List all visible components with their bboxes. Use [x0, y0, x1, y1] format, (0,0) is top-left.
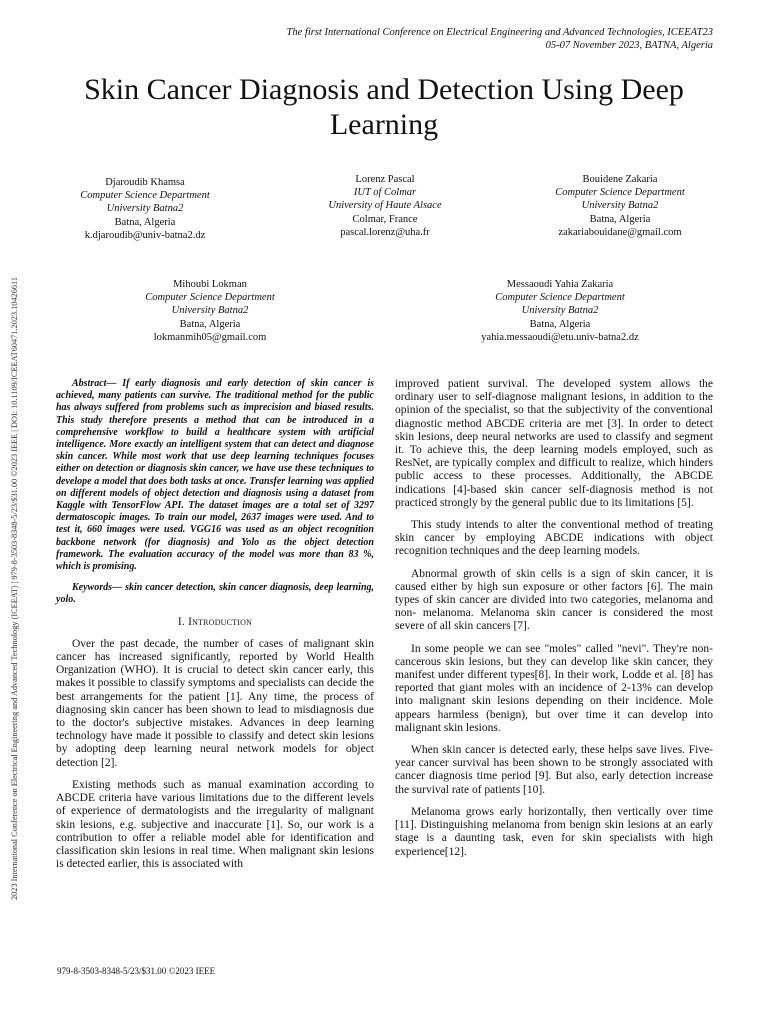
author-email: zakariabouidane@gmail.com [558, 226, 682, 238]
doi-text: 2023 International Conference on Electrical Engineering and Advanced Technology (ICEEAT) | 979-8-3503-8348-5/23/$31.00 ©2023 IEEE | DOI: 10.1109/ICEEAT60471.2023.10426611 [10, 276, 19, 900]
author-block-2 [290, 173, 480, 239]
body-paragraph: Over the past decade, the number of cases of malignant skin cancer has increased significantly, reported by World Health Organization (WHO). It is crucial to detect skin cancer early, this makes it possible to classify symptoms and specialists can decide the best arrangements for the patient [1]. Any time, the process of diagnosing skin cancer has been shown to lead to misdiagnosis due to the doctor's subjective mistakes. Advances in deep learning technology have made it possible to classify and detect skin lesions by adopting deep learning neural network models for object detection [2]. [56, 637, 374, 769]
author-univ: University Batna2 [581, 200, 659, 212]
author-name: Mihoubi Lokman [173, 279, 247, 290]
left-column [56, 378, 374, 880]
author-email: yahia.messaoudi@etu.univ-batna2.dz [481, 331, 639, 343]
author-dept: Computer Science Department [555, 187, 685, 199]
author-block-5 [450, 278, 670, 344]
body-paragraph: In some people we can see "moles" called "nevi". They're non-cancerous skin lesions, but they can develop like skin cancer, they manifest under different types[8]. In their work, Lodde et al. [8] has reported that giant moles with an incidence of 2-13% can develop into malignant skin lesions depending on their incidence. Mole appears harmless (benign), but over time it can develop into malignant skin lesions. [395, 642, 713, 734]
conference-header [153, 27, 713, 52]
author-location: Batna, Algeria [179, 318, 241, 330]
body-paragraph: Abnormal growth of skin cells is a sign of skin cancer, it is caused either by high sun exposure or other factors [6]. The main types of skin cancer are divided into two categories, melanoma and non- melanoma. Melanoma skin cancer is considered the most severe of all skin cancers [7]. [395, 567, 713, 633]
author-name: Djaroudib Khamsa [105, 177, 185, 188]
author-dept: IUT of Colmar [353, 187, 417, 199]
conference-name: The first International Conference on Electrical Engineering and Advanced Technologies, ICEEAT23 [286, 27, 713, 38]
author-univ: University Batna2 [521, 305, 599, 317]
author-name: Lorenz Pascal [355, 174, 415, 185]
author-email: lokmanmih05@gmail.com [153, 331, 267, 343]
body-paragraph: When skin cancer is detected early, these helps save lives. Five-year cancer survival has been shown to be strongly associated with cancer diagnosis time period [9]. But also, early detection increase the survival rate of patients [10]. [395, 744, 713, 796]
abstract-text: Abstract— If early diagnosis and early detection of skin cancer is achieved, many patients can survive. The traditional method for the public has always suffered from problems such as imprecision and biased results. This study therefore presents a method that can be introduced in a comprehensive workflow to build a healthcare system with artificial intelligence. More exactly an intelligent system that can detect and diagnose skin cancer. While most work that use deep learning techniques focuses either on detection or diagnosis skin cancer, we have use these techniques to develope a model that does both tasks at once. Transfer learning was applied on different models of object detection and diagnosis using a dataset from Kaggle with TensorFlow API. The dataset images are a total set of 3297 dermatoscopic images. To train our model, 2637 images were used. And to test it, 660 images were used. VGG16 was used as an object recognition backbone network (for diagnosis) and Yolo as the object detection framework. The evaluation accuracy of the model was more than 83 %, which is promising. [56, 378, 374, 573]
author-name: Messaoudi Yahia Zakaria [506, 279, 614, 290]
author-dept: Computer Science Department [145, 292, 275, 304]
body-paragraph: Existing methods such as manual examination according to ABCDE criteria have various limitations due to the different levels of experience of dermatologists and the irregularity of malignant skin lesions, e.g. subjective and inaccurate [1]. So, our work is a contribution to offer a reliable model able for identification and classification skin lesions in real time. When malignant skin lesions is detected earlier, this is associated with [56, 778, 374, 871]
author-location: Batna, Algeria [529, 318, 591, 330]
body-paragraph: improved patient survival. The developed system allows the ordinary user to self-diagnose malignant lesions, in addition to the opinion of the specialist, so that the subjectivity of the conventional diagnostic method ABCDE criteria are met [3]. In order to detect skin lesions, deep neural networks are used to classify and segment it. To achieve this, the deep learning models employed, such as ResNet, are typically complex and difficult to realize, which hinders public access to these processes. Additionally, the ABCDE indications [4]-based skin cancer self-diagnosis method is not practiced strongly by the general public due to its limitations [5]. [395, 378, 713, 509]
body-paragraph: Melanoma grows early horizontally, then vertically over time [11]. Distinguishing melanoma from benign skin lesions at an early stage is a daunting task, even for skin specialists with high experience[12]. [395, 805, 713, 858]
copyright-footer: 979-8-3503-8348-5/23/$31.00 ©2023 IEEE [57, 966, 216, 976]
author-univ: University Batna2 [106, 203, 184, 215]
author-location: Batna, Algeria [114, 216, 176, 228]
keywords: Keywords— skin cancer detection, skin cancer diagnosis, deep learning, yolo. [56, 582, 374, 606]
author-location: Colmar, France [352, 213, 418, 225]
author-block-1 [50, 176, 240, 242]
author-block-4 [110, 278, 310, 344]
section-heading-introduction: I. Introduction [177, 615, 253, 628]
author-name: Bouidene Zakaria [582, 174, 658, 185]
author-location: Batna, Algeria [589, 213, 651, 225]
author-block-3 [520, 173, 720, 239]
right-column [395, 378, 713, 868]
author-univ: University of Haute Alsace [328, 200, 442, 212]
conference-date-place: 05-07 November 2023, BATNA, Algeria [545, 39, 713, 51]
abstract [56, 378, 374, 607]
author-dept: Computer Science Department [80, 190, 210, 202]
author-email: k.djaroudib@univ-batna2.dz [84, 229, 206, 241]
author-email: pascal.lorenz@uha.fr [340, 226, 430, 238]
author-dept: Computer Science Department [495, 292, 625, 304]
author-univ: University Batna2 [171, 305, 249, 317]
paper-title: Skin Cancer Diagnosis and Detection Using Deep Learning [84, 73, 684, 141]
body-paragraph: This study intends to alter the conventional method of treating skin cancer by employing ABCDE indications with object recognition techniques and the deep learning models. [395, 519, 713, 558]
